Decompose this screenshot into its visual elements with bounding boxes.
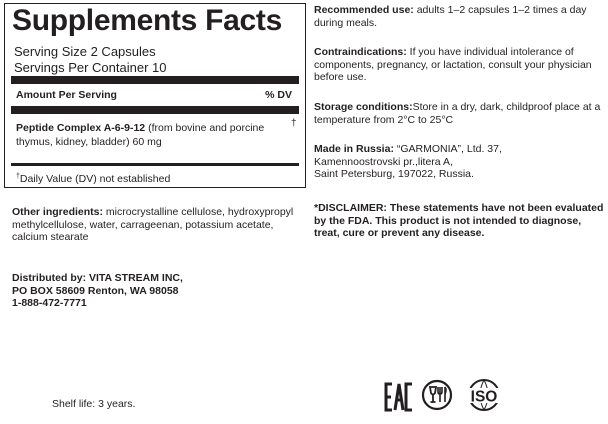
food-contact-icon bbox=[421, 378, 453, 412]
iso-mark-icon bbox=[458, 378, 510, 412]
serving-size: Serving Size 2 Capsules bbox=[14, 44, 156, 59]
facts-title: Supplements Facts bbox=[12, 4, 282, 37]
storage-conditions bbox=[314, 101, 604, 126]
distributor-address: PO BOX 58609 Renton, WA 98058 bbox=[12, 284, 179, 297]
footnote-text: Daily Value (DV) not established bbox=[19, 173, 171, 185]
divider-thin bbox=[11, 163, 299, 166]
other-ingredients bbox=[12, 206, 304, 244]
manufacturer-info bbox=[314, 143, 604, 181]
iso-mark-text: ISO bbox=[470, 388, 498, 406]
storage-conditions-text: Store in a dry, dark, childproof place at a temperature from 2°C to 25°C bbox=[314, 101, 601, 126]
shelf-life: Shelf life: 3 years. bbox=[52, 398, 136, 410]
contraindications-label: Contraindications: bbox=[314, 46, 407, 58]
amount-per-serving-label: Amount Per Serving bbox=[16, 89, 117, 101]
recommended-use-label: Recommended use: bbox=[314, 4, 414, 16]
made-in-label: Made in Russia: bbox=[314, 143, 394, 155]
amount-per-serving-row bbox=[16, 89, 300, 101]
manufacturer-name: “GARMONIA”, Ltd. 37, bbox=[393, 143, 502, 155]
ingredient-name: Peptide Complex A-6-9-12 bbox=[16, 122, 146, 134]
recommended-use-text: adults 1–2 capsules 1–2 times a day during meals. bbox=[314, 4, 587, 29]
distributor-info bbox=[12, 272, 272, 310]
contraindications-text: If you have individual intolerance of components, pregnancy, or lactation, consult your physician before use. bbox=[314, 46, 592, 83]
supplement-facts-panel bbox=[4, 3, 306, 188]
distributor-line: Distributed by: VITA STREAM INC, bbox=[12, 272, 183, 284]
manufacturer-street: Kamennoostrovski pr.,litera A, bbox=[314, 155, 453, 168]
storage-conditions-label: Storage conditions: bbox=[314, 101, 413, 113]
manufacturer-line bbox=[314, 143, 604, 156]
divider-thick bbox=[11, 76, 299, 84]
dv-header: % DV bbox=[265, 89, 292, 101]
distributor-phone: 1-888-472-7771 bbox=[12, 297, 87, 309]
other-ingredients-text: microcrystalline cellulose, hydroxypropyl methylcellulose, water, carrageenan, potassium acetate, calcium stearate bbox=[12, 206, 294, 243]
eac-mark-icon bbox=[384, 380, 414, 414]
servings-per-container: Servings Per Container 10 bbox=[14, 60, 167, 75]
ingredient-dv: † bbox=[291, 118, 297, 129]
ingredient-description: (from bovine and porcine thymus, kidney, bladder) 60 mg bbox=[16, 122, 265, 148]
manufacturer-city: Saint Petersburg, 197022, Russia. bbox=[314, 168, 474, 180]
ingredient-row bbox=[16, 121, 288, 149]
other-ingredients-label: Other ingredients: bbox=[12, 206, 104, 218]
dv-footnote bbox=[16, 173, 170, 185]
divider-thick bbox=[11, 106, 299, 114]
footnote-mark: † bbox=[16, 173, 20, 180]
fda-disclaimer: *DISCLAIMER: These statements have not been evaluated by the FDA. This product is not intended to diagnose, treat, cure or prevent any disease. bbox=[314, 202, 604, 239]
recommended-use bbox=[314, 4, 604, 29]
contraindications bbox=[314, 46, 604, 84]
